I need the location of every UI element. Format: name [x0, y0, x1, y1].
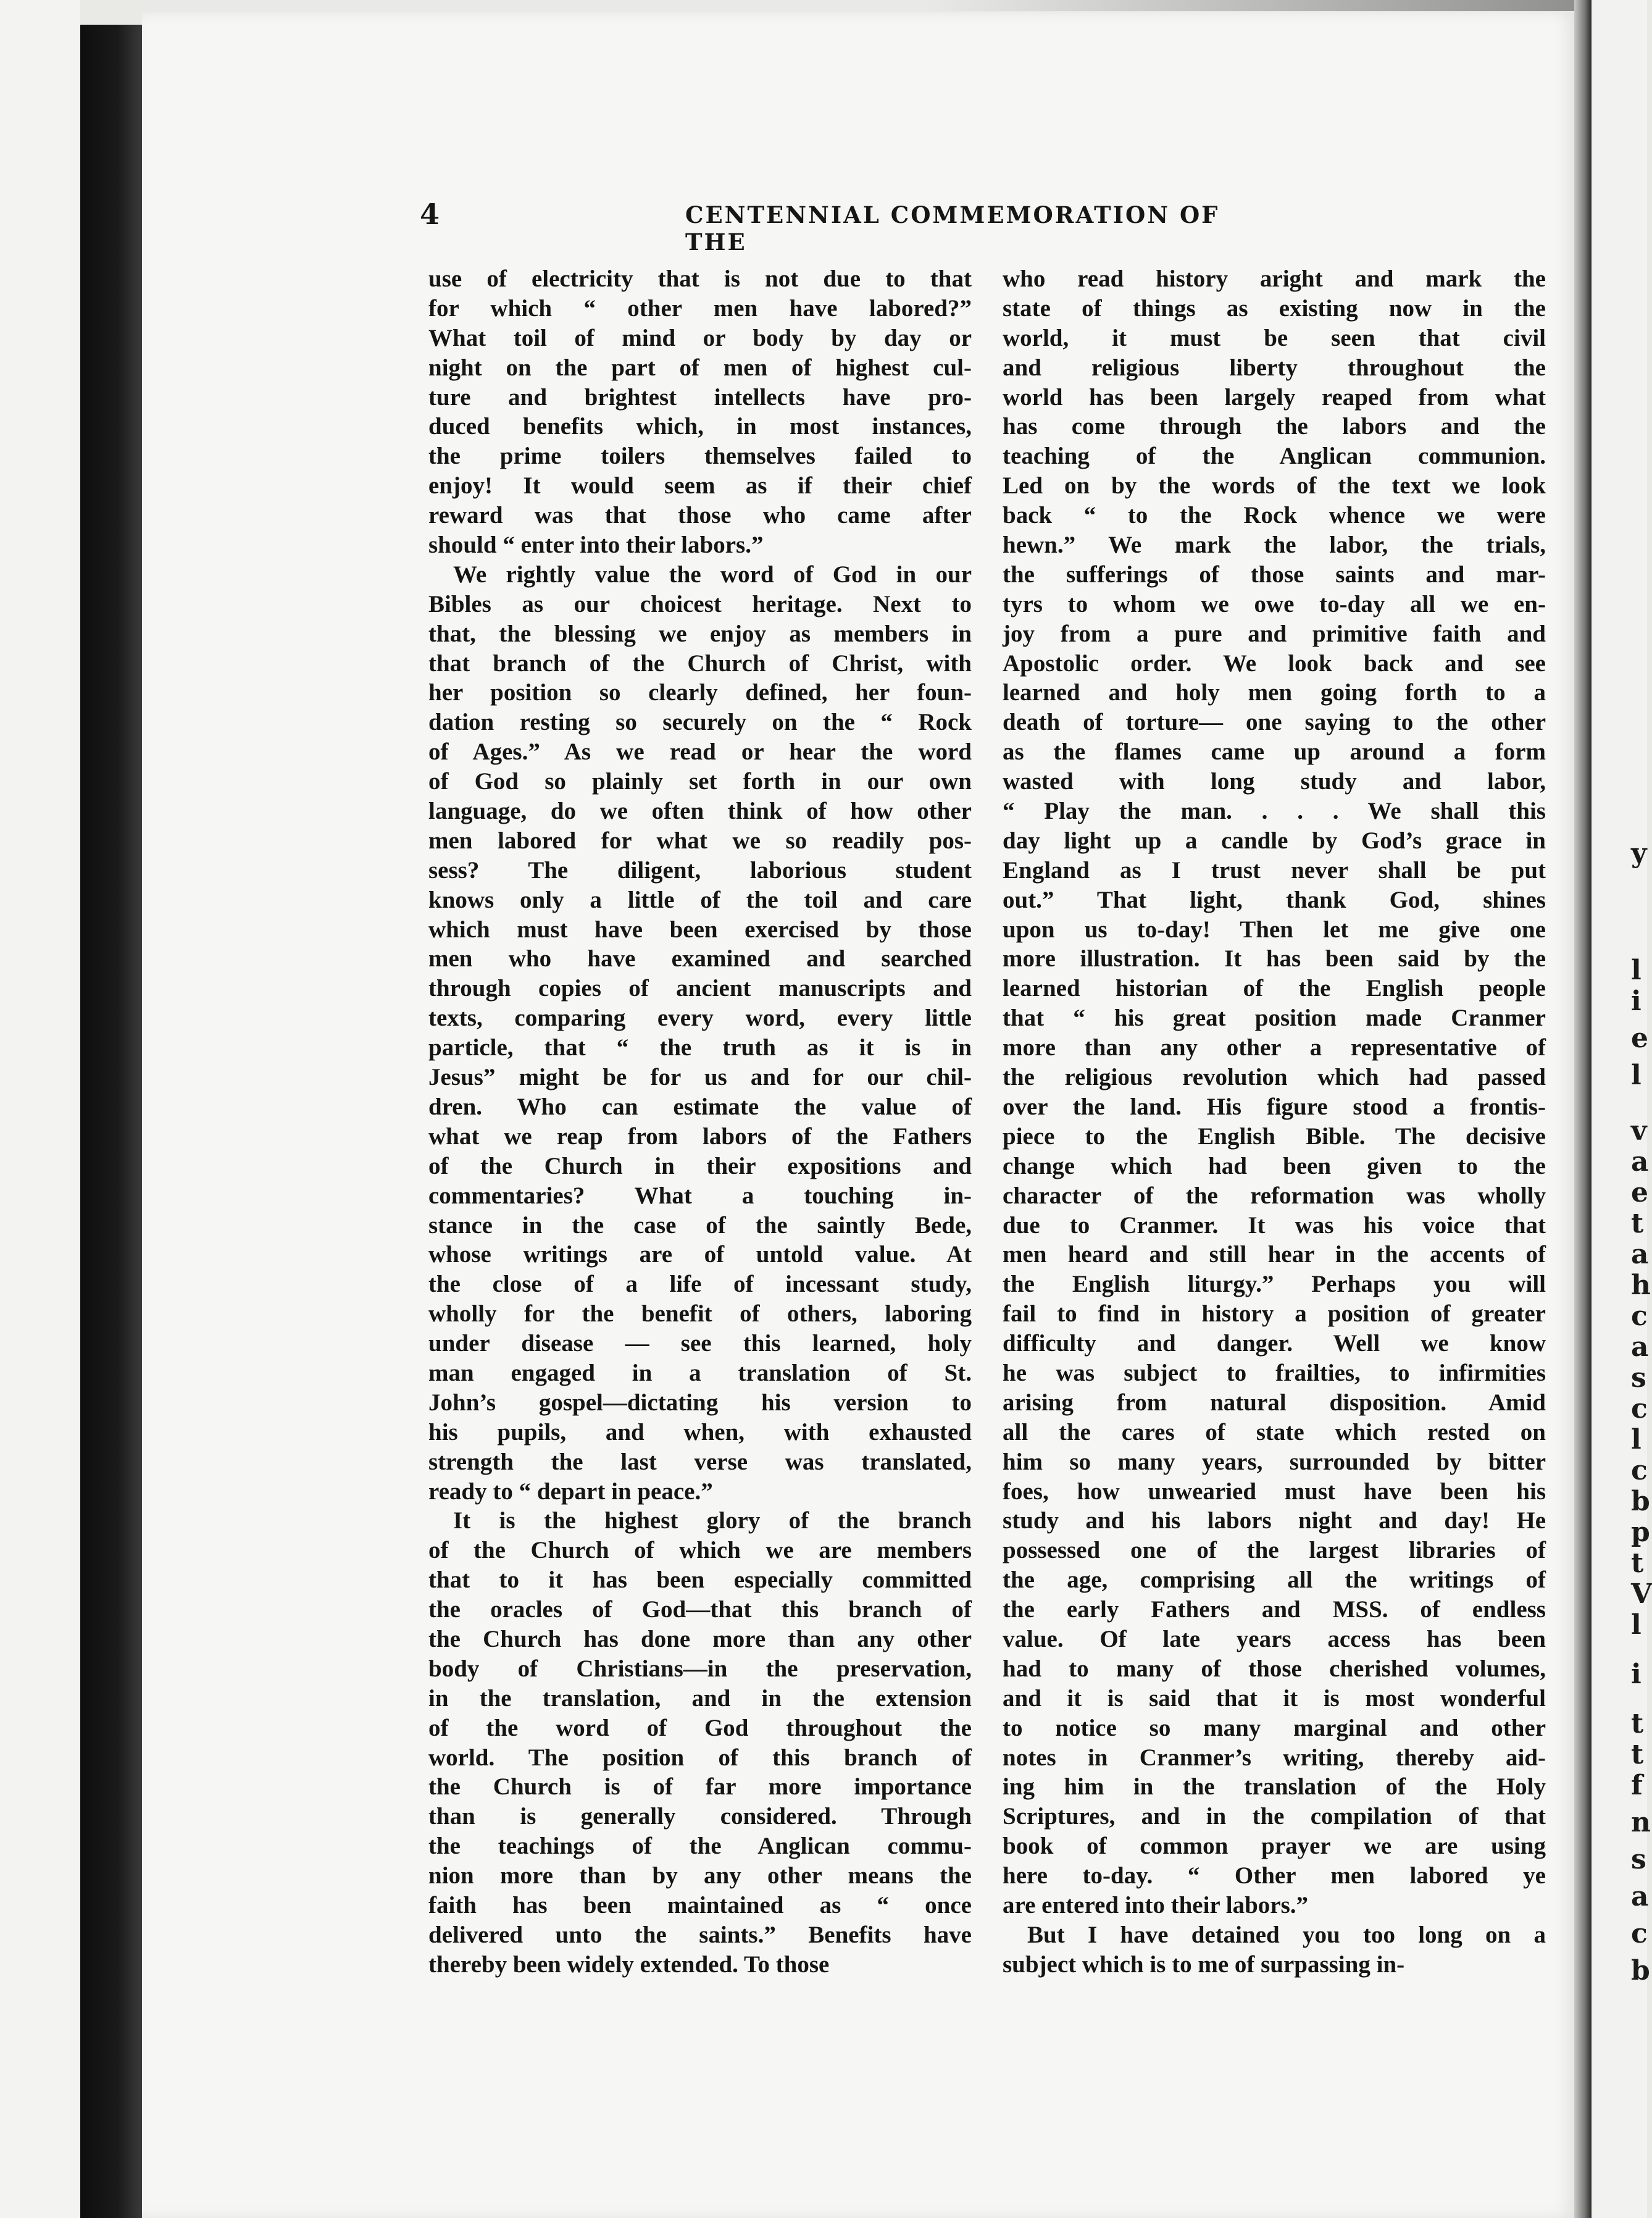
text-line: joy from a pure and primitive faith and	[1003, 620, 1546, 647]
text-line: more than any other a representative of	[1003, 1034, 1546, 1061]
text-line: the early Fathers and MSS. of endless	[1003, 1596, 1546, 1623]
text-line: tyrs to whom we owe to-day all we en-	[1003, 590, 1546, 617]
scan-margin-left	[0, 0, 80, 2218]
text-line: that “ his great position made Cranmer	[1003, 1005, 1546, 1032]
text-line: Scriptures, and in the compilation of that	[1003, 1803, 1546, 1830]
text-line: particle, that “ the truth as it is in	[428, 1034, 972, 1061]
text-line: what we reap from labors of the Fathers	[428, 1123, 972, 1150]
adjacent-page-letter: y	[1631, 837, 1647, 869]
text-line: wasted with long study and labor,	[1003, 768, 1546, 795]
text-line: sess? The diligent, laborious student	[428, 856, 972, 884]
top-edge-shadow	[926, 0, 1580, 11]
text-column-right	[1003, 264, 1546, 1980]
text-line: reward was that those who came after	[428, 502, 972, 529]
text-line: under disease — see this learned, holy	[428, 1330, 972, 1357]
book-binding-shadow	[80, 25, 142, 2218]
adjacent-page-letter: f	[1631, 1770, 1643, 1801]
text-line: character of the reformation was wholly	[1003, 1182, 1546, 1209]
text-line: strength the last verse was translated,	[428, 1448, 972, 1475]
adjacent-page-letter: i	[1631, 1659, 1642, 1690]
text-line: should “ enter into their labors.”	[428, 532, 764, 559]
adjacent-page-letter: s	[1631, 1844, 1646, 1875]
text-line: here to-day. “ Other men labored ye	[1003, 1862, 1546, 1889]
adjacent-page-letter: v	[1631, 1115, 1647, 1147]
text-line: delivered unto the saints.” Benefits have	[428, 1921, 972, 1948]
text-line: teaching of the Anglican communion.	[1003, 443, 1546, 470]
text-line: the Church has done more than any other	[428, 1625, 972, 1652]
text-line: due to Cranmer. It was his voice that	[1003, 1212, 1546, 1239]
text-line: Led on by the words of the text we look	[1003, 472, 1546, 500]
text-line: men who have examined and searched	[428, 945, 972, 973]
text-line: state of things as existing now in the	[1003, 295, 1546, 322]
text-line: hewn.” We mark the labor, the trials,	[1003, 532, 1546, 559]
text-line: stance in the case of the saintly Bede,	[428, 1212, 972, 1239]
text-line: more illustration. It has been said by the	[1003, 945, 1546, 973]
text-line: learned and holy men going forth to a	[1003, 679, 1546, 706]
text-line: value. Of late years access has been	[1003, 1625, 1546, 1652]
text-line: all the cares of state which rested on	[1003, 1418, 1546, 1446]
text-line: had to many of those cherished volumes,	[1003, 1655, 1546, 1682]
adjacent-page-letter: c	[1631, 1918, 1648, 1949]
adjacent-page-letter: a	[1631, 1146, 1649, 1178]
text-line: language, do we often think of how other	[428, 798, 972, 825]
text-line: the prime toilers themselves failed to	[428, 443, 972, 470]
text-line: John’s gospel—dictating his version to	[428, 1389, 972, 1416]
text-line: foes, how unwearied must have been his	[1003, 1478, 1546, 1505]
text-line: body of Christians—in the preservation,	[428, 1655, 972, 1682]
adjacent-page-letter: t	[1631, 1547, 1644, 1579]
text-line: world, it must be seen that civil	[1003, 324, 1546, 351]
text-line: study and his labors night and day! He	[1003, 1507, 1546, 1534]
text-line: of the word of God throughout the	[428, 1714, 972, 1741]
text-line: possessed one of the largest libraries of	[1003, 1537, 1546, 1564]
page-number: 4	[420, 198, 440, 231]
text-line: that branch of the Church of Christ, with	[428, 650, 972, 677]
text-line: the age, comprising all the writings of	[1003, 1567, 1546, 1594]
text-line: man engaged in a translation of St.	[428, 1359, 972, 1386]
text-line: dation resting so securely on the “ Rock	[428, 709, 972, 736]
text-line: world. The position of this branch of	[428, 1744, 972, 1771]
adjacent-page-letter: n	[1631, 1807, 1651, 1838]
text-line: of the Church in their expositions and	[428, 1152, 972, 1179]
text-line: which must have been exercised by those	[428, 916, 972, 943]
text-line: faith has been maintained as “ once	[428, 1891, 972, 1919]
adjacent-page-letter: l	[1631, 955, 1642, 986]
adjacent-page-letter: s	[1631, 1362, 1646, 1394]
text-line: duced benefits which, in most instances,	[428, 413, 972, 440]
text-line: as the flames came up around a form	[1003, 739, 1546, 766]
text-line: her position so clearly defined, her foun-	[428, 679, 972, 706]
text-line: arising from natural disposition. Amid	[1003, 1389, 1546, 1416]
text-line: back “ to the Rock whence we were	[1003, 502, 1546, 529]
text-line: England as I trust never shall be put	[1003, 856, 1546, 884]
text-line: for which “ other men have labored?”	[428, 295, 972, 322]
text-line: enjoy! It would seem as if their chief	[428, 472, 972, 500]
text-line: day light up a candle by God’s grace in	[1003, 827, 1546, 854]
text-line: notes in Cranmer’s writing, thereby aid-	[1003, 1744, 1546, 1771]
text-line: the Church is of far more importance	[428, 1773, 972, 1801]
adjacent-page-letter: b	[1631, 1486, 1650, 1517]
text-line: that, the blessing we enjoy as members in	[428, 620, 972, 647]
adjacent-page-letter: t	[1631, 1208, 1644, 1239]
adjacent-page-letter: t	[1631, 1739, 1644, 1770]
text-line: in the translation, and in the extension	[428, 1684, 972, 1712]
text-line: he was subject to frailties, to infirmities	[1003, 1359, 1546, 1386]
text-line: men heard and still hear in the accents of	[1003, 1241, 1546, 1268]
text-line: change which had been given to the	[1003, 1152, 1546, 1179]
text-line: use of electricity that is not due to that	[428, 266, 972, 292]
text-line: are entered into their labors.”	[1003, 1891, 1309, 1919]
text-line: difficulty and danger. Well we know	[1003, 1330, 1546, 1357]
adjacent-page-letter: c	[1631, 1393, 1648, 1425]
text-line: and it is said that it is most wonderful	[1003, 1684, 1546, 1712]
page-header	[420, 198, 1259, 256]
text-line: over the land. His figure stood a frontis-	[1003, 1093, 1546, 1120]
text-line: Apostolic order. We look back and see	[1003, 650, 1546, 677]
adjacent-page-letter: h	[1631, 1270, 1651, 1301]
text-line: of Ages.” As we read or hear the word	[428, 739, 972, 766]
text-line: book of common prayer we are using	[1003, 1833, 1546, 1860]
text-line: Jesus” might be for us and for our chil-	[428, 1064, 972, 1091]
adjacent-page-letter: e	[1631, 1023, 1648, 1054]
adjacent-page-letter: c	[1631, 1300, 1648, 1332]
text-line: world has been largely reaped from what	[1003, 383, 1546, 411]
text-line: night on the part of men of highest cul-	[428, 354, 972, 381]
text-line: texts, comparing every word, every little	[428, 1005, 972, 1032]
adjacent-page-edge	[1592, 0, 1652, 2218]
text-line: of God so plainly set forth in our own	[428, 768, 972, 795]
text-line: ing him in the translation of the Holy	[1003, 1773, 1546, 1801]
adjacent-page-letter: l	[1631, 1424, 1642, 1455]
adjacent-page-letter: i	[1631, 986, 1642, 1017]
adjacent-page-letter: t	[1631, 1708, 1644, 1739]
text-line: learned historian of the English people	[1003, 975, 1546, 1002]
text-line: the religious revolution which had passed	[1003, 1064, 1546, 1091]
adjacent-page-letter: l	[1631, 1609, 1642, 1641]
text-line: “ Play the man. . . . We shall this	[1003, 798, 1546, 825]
text-line: wholly for the benefit of others, laboring	[428, 1300, 972, 1328]
text-line: to notice so many marginal and other	[1003, 1714, 1546, 1741]
text-line: has come through the labors and the	[1003, 413, 1546, 440]
text-line: It is the highest glory of the branch	[453, 1507, 972, 1534]
page-gutter	[1574, 0, 1592, 2218]
running-head: CENTENNIAL COMMEMORATION OF THE	[685, 201, 1220, 256]
text-line: ture and brightest intellects have pro-	[428, 383, 972, 411]
adjacent-page-letter: a	[1631, 1239, 1649, 1270]
adjacent-page-letter: a	[1631, 1331, 1649, 1363]
text-line: than is generally considered. Through	[428, 1803, 972, 1830]
text-line: the oracles of God—that this branch of	[428, 1596, 972, 1623]
text-line: of the Church of which we are members	[428, 1537, 972, 1564]
adjacent-page-letter: e	[1631, 1177, 1648, 1208]
text-line: fail to find in history a position of greater	[1003, 1300, 1546, 1328]
text-line: thereby been widely extended. To those	[428, 1951, 830, 1978]
text-line: ready to “ depart in peace.”	[428, 1478, 713, 1505]
text-line: men labored for what we so readily pos-	[428, 827, 972, 854]
adjacent-page-letter: c	[1631, 1455, 1648, 1486]
text-line: through copies of ancient manuscripts and	[428, 975, 972, 1002]
text-line: knows only a little of the toil and care	[428, 886, 972, 913]
text-line: upon us to-day! Then let me give one	[1003, 916, 1546, 943]
text-line: and religious liberty throughout the	[1003, 354, 1546, 381]
text-line: the teachings of the Anglican commu-	[428, 1833, 972, 1860]
text-line: Bibles as our choicest heritage. Next to	[428, 590, 972, 617]
adjacent-page-letter: b	[1631, 1955, 1650, 1986]
text-line: the close of a life of incessant study,	[428, 1271, 972, 1298]
text-line: We rightly value the word of God in our	[453, 561, 972, 588]
text-line: out.” That light, thank God, shines	[1003, 886, 1546, 913]
text-line: piece to the English Bible. The decisive	[1003, 1123, 1546, 1150]
adjacent-page-letter: p	[1631, 1517, 1650, 1548]
text-line: commentaries? What a touching in-	[428, 1182, 972, 1209]
adjacent-page-letter: l	[1631, 1060, 1642, 1091]
text-line: What toil of mind or body by day or	[428, 324, 972, 351]
adjacent-page-letter: V	[1631, 1578, 1652, 1610]
text-column-left	[428, 264, 972, 1980]
text-line: whose writings are of untold value. At	[428, 1241, 972, 1268]
text-line: dren. Who can estimate the value of	[428, 1093, 972, 1120]
adjacent-page-letter: a	[1631, 1881, 1649, 1912]
text-line: that to it has been especially committed	[428, 1567, 972, 1594]
text-line: subject which is to me of surpassing in-	[1003, 1951, 1405, 1978]
text-line: But I have detained you too long on a	[1027, 1921, 1546, 1948]
text-line: death of torture— one saying to the other	[1003, 709, 1546, 736]
text-line: him so many years, surrounded by bitter	[1003, 1448, 1546, 1475]
text-line: the sufferings of those saints and mar-	[1003, 561, 1546, 588]
text-line: his pupils, and when, with exhausted	[428, 1418, 972, 1446]
text-line: who read history aright and mark the	[1003, 266, 1546, 292]
text-line: nion more than by any other means the	[428, 1862, 972, 1889]
text-line: the English liturgy.” Perhaps you will	[1003, 1271, 1546, 1298]
